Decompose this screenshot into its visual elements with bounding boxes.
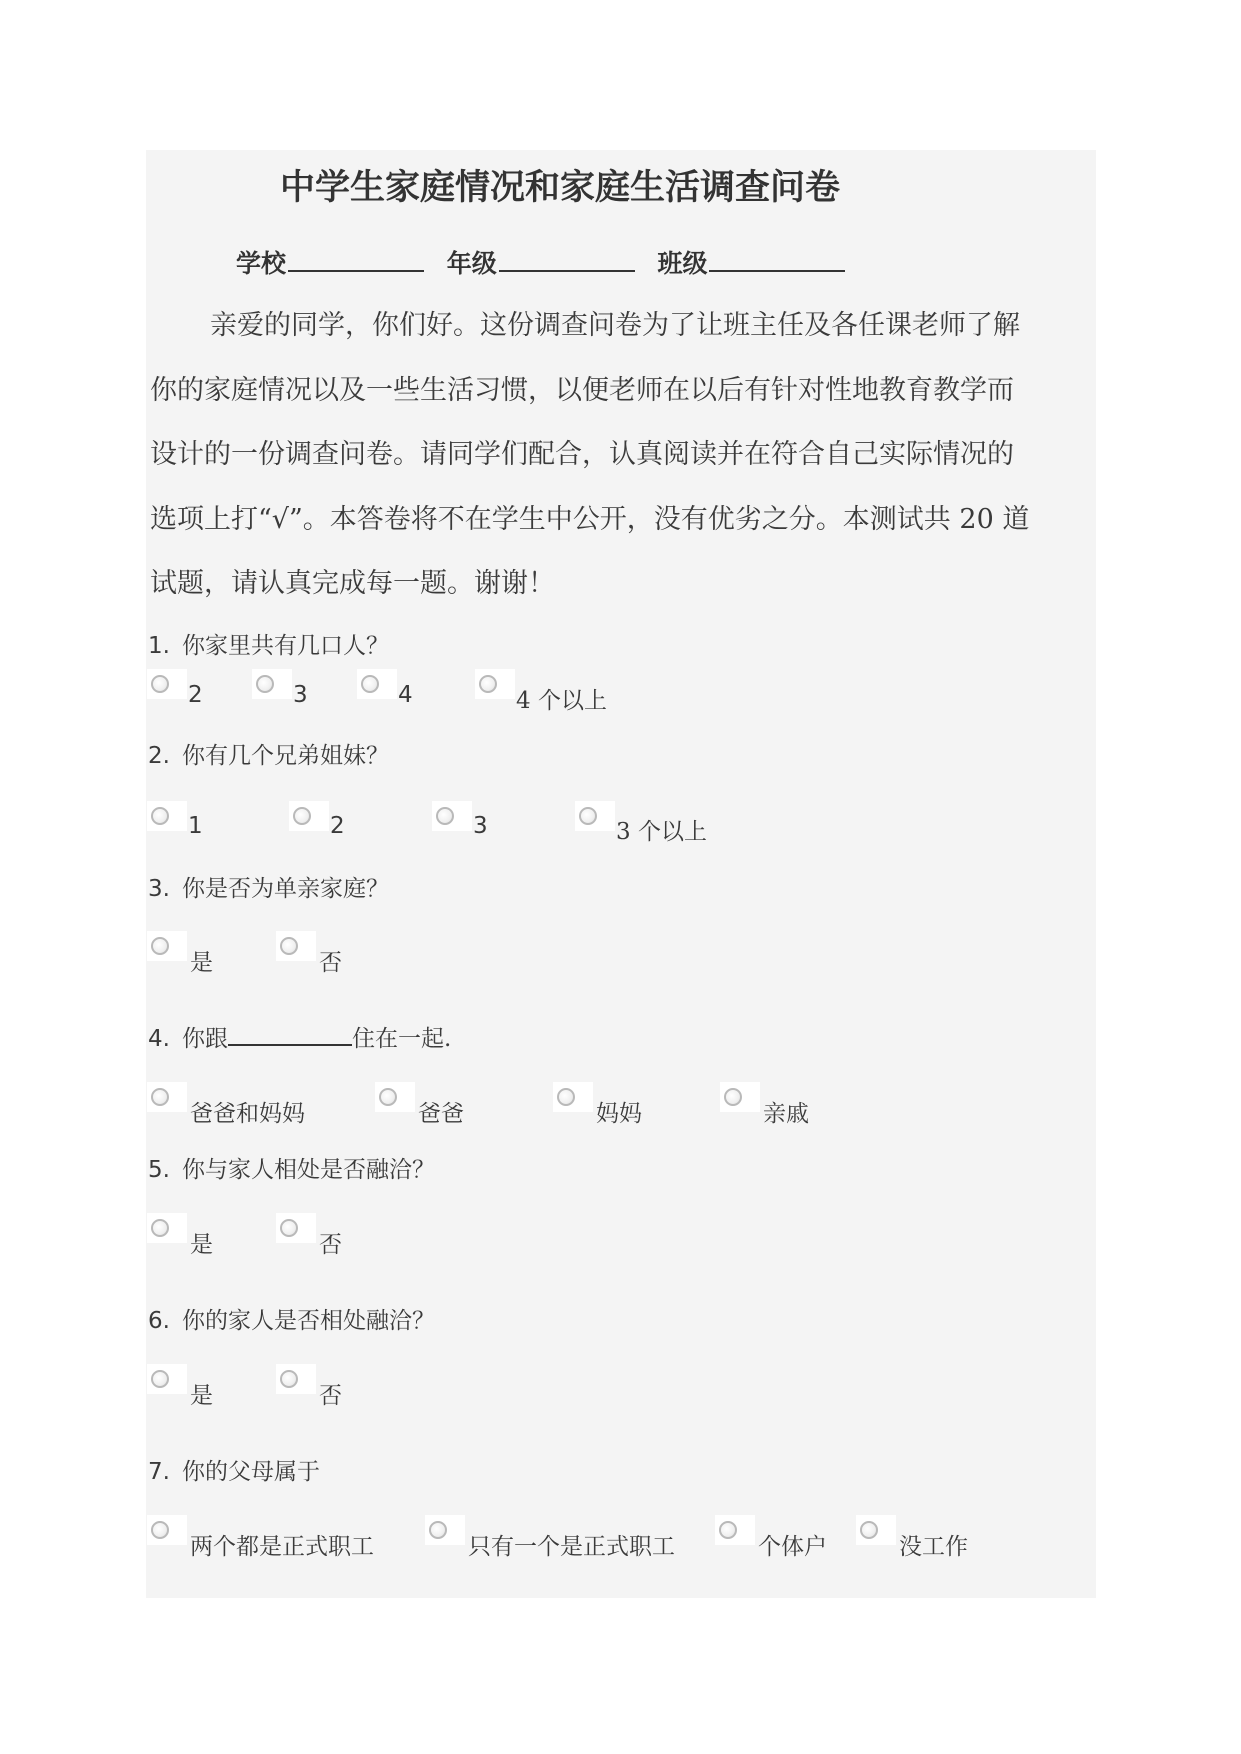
- radio-q2-opt3[interactable]: [432, 801, 472, 831]
- radio-q1-opt4[interactable]: [475, 669, 515, 699]
- radio-q4-opt3[interactable]: [553, 1082, 593, 1112]
- intro-line-5: 试题，请认真完成每一题。谢谢！: [150, 568, 555, 599]
- radio-icon: [429, 1521, 447, 1539]
- question-text-after: 住在一起.: [351, 1026, 452, 1052]
- radio-icon: [151, 807, 169, 825]
- radio-icon: [361, 675, 379, 693]
- question-text: 你的父母属于: [181, 1459, 320, 1485]
- radio-icon: [479, 675, 497, 693]
- question-number: 3.: [148, 876, 170, 902]
- option-label: 是: [190, 1383, 213, 1409]
- radio-q6-opt1[interactable]: [147, 1364, 187, 1394]
- radio-icon: [379, 1088, 397, 1106]
- radio-icon: [151, 937, 169, 955]
- question-text-before: 你跟: [181, 1026, 228, 1052]
- radio-icon: [293, 807, 311, 825]
- question-2: [148, 737, 389, 770]
- radio-icon: [151, 1370, 169, 1388]
- radio-q2-opt2[interactable]: [289, 801, 329, 831]
- option-label: 个体户: [758, 1534, 827, 1560]
- radio-q7-opt1[interactable]: [147, 1515, 187, 1545]
- radio-icon: [724, 1088, 742, 1106]
- question-number: 7.: [148, 1459, 170, 1485]
- fill-in-blank[interactable]: [228, 1024, 352, 1046]
- class-label: 班级: [657, 249, 708, 278]
- option-label: 妈妈: [596, 1101, 642, 1127]
- grade-label: 年级: [446, 249, 497, 278]
- option-label: 没工作: [899, 1534, 968, 1560]
- radio-q4-opt2[interactable]: [375, 1082, 415, 1112]
- radio-q5-opt2[interactable]: [276, 1213, 316, 1243]
- radio-icon: [436, 807, 454, 825]
- class-blank[interactable]: [709, 248, 845, 272]
- question-4: [148, 1020, 451, 1053]
- option-label: 否: [319, 1232, 342, 1258]
- option-label: 只有一个是正式职工: [468, 1534, 675, 1560]
- option-label: 4 个以上: [516, 688, 607, 714]
- intro-line-1: 亲爱的同学，你们好。这份调查问卷为了让班主任及各任课老师了解: [210, 310, 1020, 341]
- option-label: 2: [188, 682, 203, 708]
- school-label: 学校: [236, 249, 287, 278]
- question-number: 6.: [148, 1308, 170, 1334]
- question-text: 你的家人是否相处融洽？: [181, 1308, 435, 1334]
- school-blank[interactable]: [288, 248, 424, 272]
- radio-icon: [256, 675, 274, 693]
- question-7: [148, 1453, 320, 1486]
- radio-q3-opt1[interactable]: [147, 931, 187, 961]
- radio-icon: [557, 1088, 575, 1106]
- radio-q1-opt3[interactable]: [357, 669, 397, 699]
- option-label: 否: [319, 1383, 342, 1409]
- radio-q5-opt1[interactable]: [147, 1213, 187, 1243]
- question-text: 你与家人相处是否融洽？: [181, 1157, 435, 1183]
- radio-q1-opt1[interactable]: [147, 669, 187, 699]
- student-info-fields: [236, 244, 845, 280]
- radio-q6-opt2[interactable]: [276, 1364, 316, 1394]
- radio-icon: [151, 1088, 169, 1106]
- question-text: 你有几个兄弟姐妹？: [181, 743, 389, 769]
- option-label: 1: [188, 813, 203, 839]
- option-label: 爸爸: [418, 1101, 464, 1127]
- grade-blank[interactable]: [499, 248, 635, 272]
- intro-line-3: 设计的一份调查问卷。请同学们配合，认真阅读并在符合自己实际情况的: [150, 439, 1014, 470]
- radio-q1-opt2[interactable]: [252, 669, 292, 699]
- radio-q7-opt4[interactable]: [856, 1515, 896, 1545]
- question-number: 2.: [148, 743, 170, 769]
- radio-icon: [151, 1219, 169, 1237]
- page-title: 中学生家庭情况和家庭生活调查问卷: [280, 167, 841, 208]
- question-number: 4.: [148, 1026, 170, 1052]
- radio-icon: [151, 1521, 169, 1539]
- question-text: 你是否为单亲家庭？: [181, 876, 389, 902]
- question-6: [148, 1302, 435, 1335]
- radio-q2-opt1[interactable]: [147, 801, 187, 831]
- radio-icon: [280, 1219, 298, 1237]
- radio-icon: [151, 675, 169, 693]
- radio-q4-opt1[interactable]: [147, 1082, 187, 1112]
- option-label: 是: [190, 1232, 213, 1258]
- radio-q3-opt2[interactable]: [276, 931, 316, 961]
- question-5: [148, 1151, 435, 1184]
- question-text: 你家里共有几口人？: [181, 633, 389, 659]
- radio-icon: [860, 1521, 878, 1539]
- option-label: 2: [330, 813, 345, 839]
- radio-icon: [280, 1370, 298, 1388]
- radio-q2-opt4[interactable]: [575, 801, 615, 831]
- radio-q4-opt4[interactable]: [720, 1082, 760, 1112]
- option-label: 3 个以上: [616, 819, 707, 845]
- option-label: 4: [398, 682, 413, 708]
- radio-icon: [579, 807, 597, 825]
- question-number: 5.: [148, 1157, 170, 1183]
- option-label: 爸爸和妈妈: [190, 1101, 305, 1127]
- option-label: 3: [473, 813, 488, 839]
- option-label: 两个都是正式职工: [190, 1534, 374, 1560]
- radio-q7-opt2[interactable]: [425, 1515, 465, 1545]
- option-label: 否: [319, 950, 342, 976]
- radio-icon: [719, 1521, 737, 1539]
- question-3: [148, 870, 389, 903]
- option-label: 亲戚: [763, 1101, 809, 1127]
- radio-q7-opt3[interactable]: [715, 1515, 755, 1545]
- question-1: [148, 627, 389, 660]
- radio-icon: [280, 937, 298, 955]
- option-label: 是: [190, 950, 213, 976]
- intro-line-4: 选项上打“√”。本答卷将不在学生中公开，没有优劣之分。本测试共 20 道: [150, 504, 1030, 535]
- question-number: 1.: [148, 633, 170, 659]
- intro-line-2: 你的家庭情况以及一些生活习惯，以便老师在以后有针对性地教育教学而: [150, 375, 1014, 406]
- option-label: 3: [293, 682, 308, 708]
